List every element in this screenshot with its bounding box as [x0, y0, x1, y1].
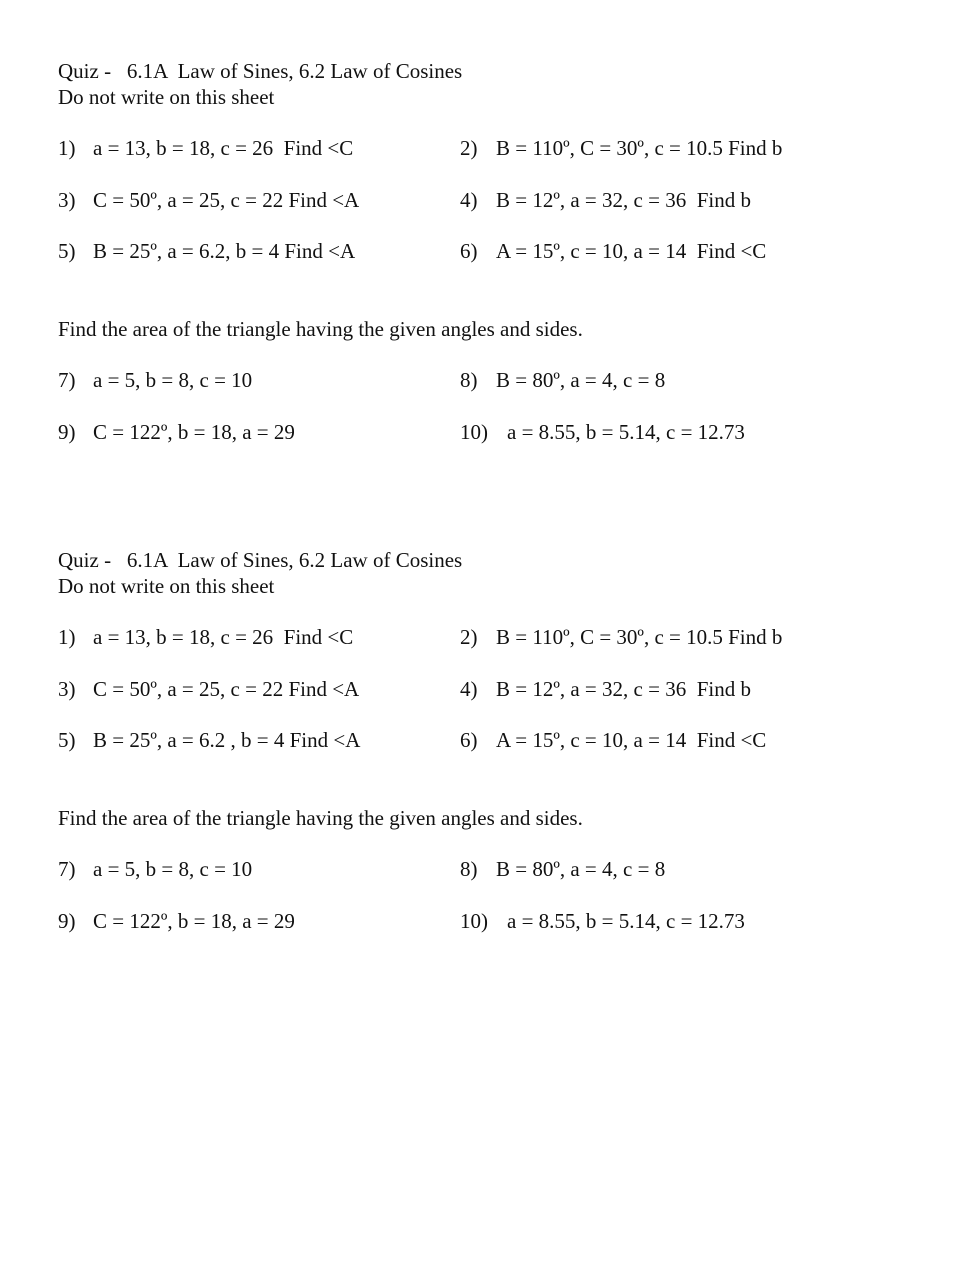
- problem-10: [460, 419, 745, 445]
- problem-9: [58, 419, 295, 445]
- problem-number: 2): [460, 625, 478, 649]
- problem-number: 2): [460, 136, 478, 160]
- problem-text: A = 15º, c = 10, a = 14 Find <C: [496, 239, 767, 263]
- problem-text: a = 8.55, b = 5.14, c = 12.73: [507, 909, 745, 933]
- problem-text: B = 80º, a = 4, c = 8: [496, 368, 666, 392]
- problem-text: B = 110º, C = 30º, c = 10.5 Find b: [496, 625, 783, 649]
- problem-3: [58, 187, 359, 213]
- problem-text: B = 80º, a = 4, c = 8: [496, 857, 666, 881]
- problem-5: [58, 727, 360, 753]
- problem-9: [58, 908, 295, 934]
- problem-text: B = 110º, C = 30º, c = 10.5 Find b: [496, 136, 783, 160]
- problem-number: 1): [58, 625, 76, 649]
- problem-text: B = 25º, a = 6.2 , b = 4 Find <A: [93, 728, 361, 752]
- problem-number: 5): [58, 728, 76, 752]
- problem-8: [460, 367, 665, 393]
- problem-number: 7): [58, 368, 76, 392]
- problem-7: [58, 856, 252, 882]
- problem-text: C = 50º, a = 25, c = 22 Find <A: [93, 188, 360, 212]
- problem-number: 3): [58, 677, 76, 701]
- problem-text: C = 122º, b = 18, a = 29: [93, 420, 295, 444]
- problem-3: [58, 676, 359, 702]
- problem-number: 5): [58, 239, 76, 263]
- area-instruction: Find the area of the triangle having the given angles and sides.: [58, 317, 583, 341]
- problem-number: 4): [460, 677, 478, 701]
- problem-text: C = 50º, a = 25, c = 22 Find <A: [93, 677, 360, 701]
- problem-10: [460, 908, 745, 934]
- quiz-title: Quiz - 6.1A Law of Sines, 6.2 Law of Cosines: [58, 59, 463, 83]
- problem-number: 9): [58, 909, 76, 933]
- quiz-subtitle: Do not write on this sheet: [58, 85, 275, 109]
- problem-number: 4): [460, 188, 478, 212]
- problem-number: 9): [58, 420, 76, 444]
- problem-number: 6): [460, 239, 478, 263]
- problem-text: B = 12º, a = 32, c = 36 Find b: [496, 677, 751, 701]
- problem-6: [460, 727, 766, 753]
- problem-1: [58, 624, 353, 650]
- problem-4: [460, 676, 751, 702]
- problem-number: 8): [460, 857, 478, 881]
- problem-number: 10): [460, 420, 488, 444]
- area-instruction: Find the area of the triangle having the given angles and sides.: [58, 806, 583, 830]
- problem-2: [460, 624, 782, 650]
- problem-1: [58, 135, 353, 161]
- problem-number: 8): [460, 368, 478, 392]
- problem-8: [460, 856, 665, 882]
- problem-4: [460, 187, 751, 213]
- problem-text: A = 15º, c = 10, a = 14 Find <C: [496, 728, 767, 752]
- problem-number: 6): [460, 728, 478, 752]
- problem-text: C = 122º, b = 18, a = 29: [93, 909, 295, 933]
- problem-6: [460, 238, 766, 264]
- problem-7: [58, 367, 252, 393]
- problem-number: 10): [460, 909, 488, 933]
- quiz-title: Quiz - 6.1A Law of Sines, 6.2 Law of Cosines: [58, 548, 463, 572]
- problem-2: [460, 135, 782, 161]
- problem-text: B = 12º, a = 32, c = 36 Find b: [496, 188, 751, 212]
- problem-text: a = 8.55, b = 5.14, c = 12.73: [507, 420, 745, 444]
- problem-number: 1): [58, 136, 76, 160]
- quiz-subtitle: Do not write on this sheet: [58, 574, 275, 598]
- problem-text: a = 5, b = 8, c = 10: [93, 368, 253, 392]
- problem-text: B = 25º, a = 6.2, b = 4 Find <A: [93, 239, 356, 263]
- problem-text: a = 5, b = 8, c = 10: [93, 857, 253, 881]
- problem-text: a = 13, b = 18, c = 26 Find <C: [93, 136, 354, 160]
- problem-text: a = 13, b = 18, c = 26 Find <C: [93, 625, 354, 649]
- problem-number: 7): [58, 857, 76, 881]
- problem-number: 3): [58, 188, 76, 212]
- problem-5: [58, 238, 355, 264]
